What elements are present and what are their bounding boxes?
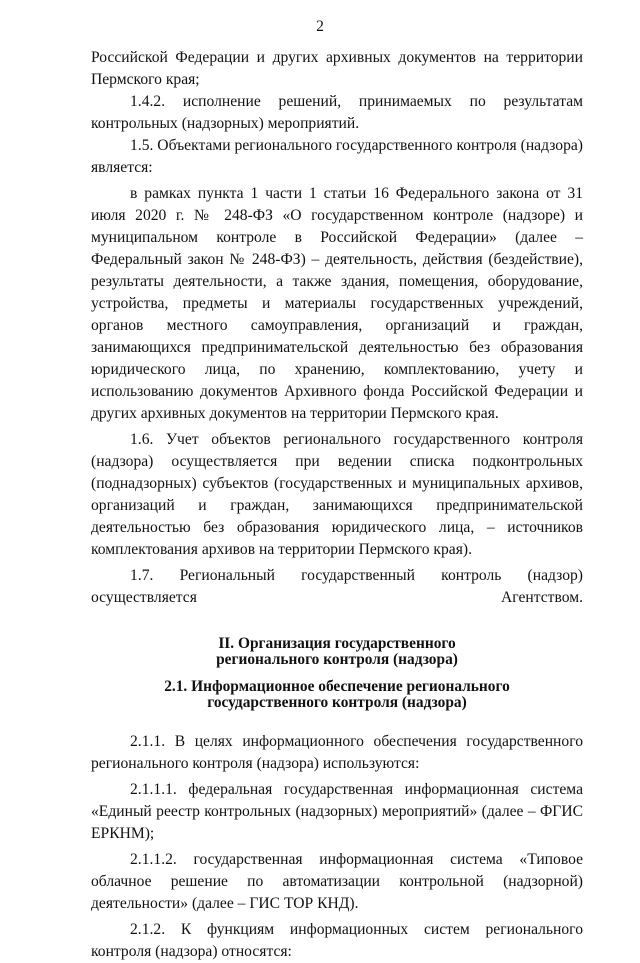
paragraph-2-1-2: 2.1.2. К функциям информационных систем регионального контроля (надзора) относятся: <box>91 921 583 960</box>
section-heading <box>91 636 583 668</box>
subsection-heading-line-1: 2.1. Информационное обеспечение регионального <box>164 678 510 695</box>
document-body <box>91 47 583 963</box>
subsection-heading <box>91 679 583 711</box>
section-heading-line-1: II. Организация государственного <box>218 635 456 652</box>
paragraph-1-5-body: в рамках пункта 1 части 1 статьи 16 Федерального закона от 31 июля 2020 г. № 248-ФЗ «О государственном контроле (надзоре) и муниципальном контроле в Российской Федерации» (далее – Федеральный закон № 248-ФЗ) – деятельность, действия (бездействие), результаты деятельности, а также здания, помещения, оборудование, устройства, предметы и материалы государственных учреждений, органов местного самоуправления, организаций и граждан, занимающихся предпринимательской деятельностью без образования юридического лица, по хранению, комплектованию, учету и использованию документов Архивного фонда Российской Федерации и других архивных документов на территории Пермского края. <box>91 185 583 422</box>
paragraph-2-1-1-2: 2.1.1.2. государственная информационная система «Типовое облачное решение по автоматизации контрольной (надзорной) деятельности» (далее – ГИС ТОР КНД). <box>91 851 583 912</box>
paragraph-2-1-1: 2.1.1. В целях информационного обеспечения государственного регионального контроля (надзора) используются: <box>91 733 583 772</box>
subsection-heading-line-2: государственного контроля (надзора) <box>207 694 467 711</box>
paragraph-1-4-2: 1.4.2. исполнение решений, принимаемых по результатам контрольных (надзорных) мероприятий. <box>91 93 583 132</box>
paragraph-1-6: 1.6. Учет объектов регионального государственного контроля (надзора) осуществляется при ведении списка подконтрольных (поднадзорных) субъектов (государственных и муниципальных архивов, организаций и граждан, занимающихся предпринимательской деятельностью без образования юридического лица, – источников комплектования архивов на территории Пермского края). <box>91 431 583 558</box>
paragraph-1-5: 1.5. Объектами регионального государственного контроля (надзора) является: <box>91 137 583 176</box>
page-number: 2 <box>316 18 324 35</box>
paragraph-1-7: 1.7. Региональный государственный контроль (надзор) осуществляется Агентством. <box>91 567 583 606</box>
paragraph-continuation: Российской Федерации и других архивных документов на территории Пермского края; <box>91 49 583 88</box>
paragraph-2-1-1-1: 2.1.1.1. федеральная государственная информационная система «Единый реестр контрольных (надзорных) мероприятий» (далее – ФГИС ЕРКНМ); <box>91 781 583 842</box>
section-heading-line-2: регионального контроля (надзора) <box>216 651 458 668</box>
